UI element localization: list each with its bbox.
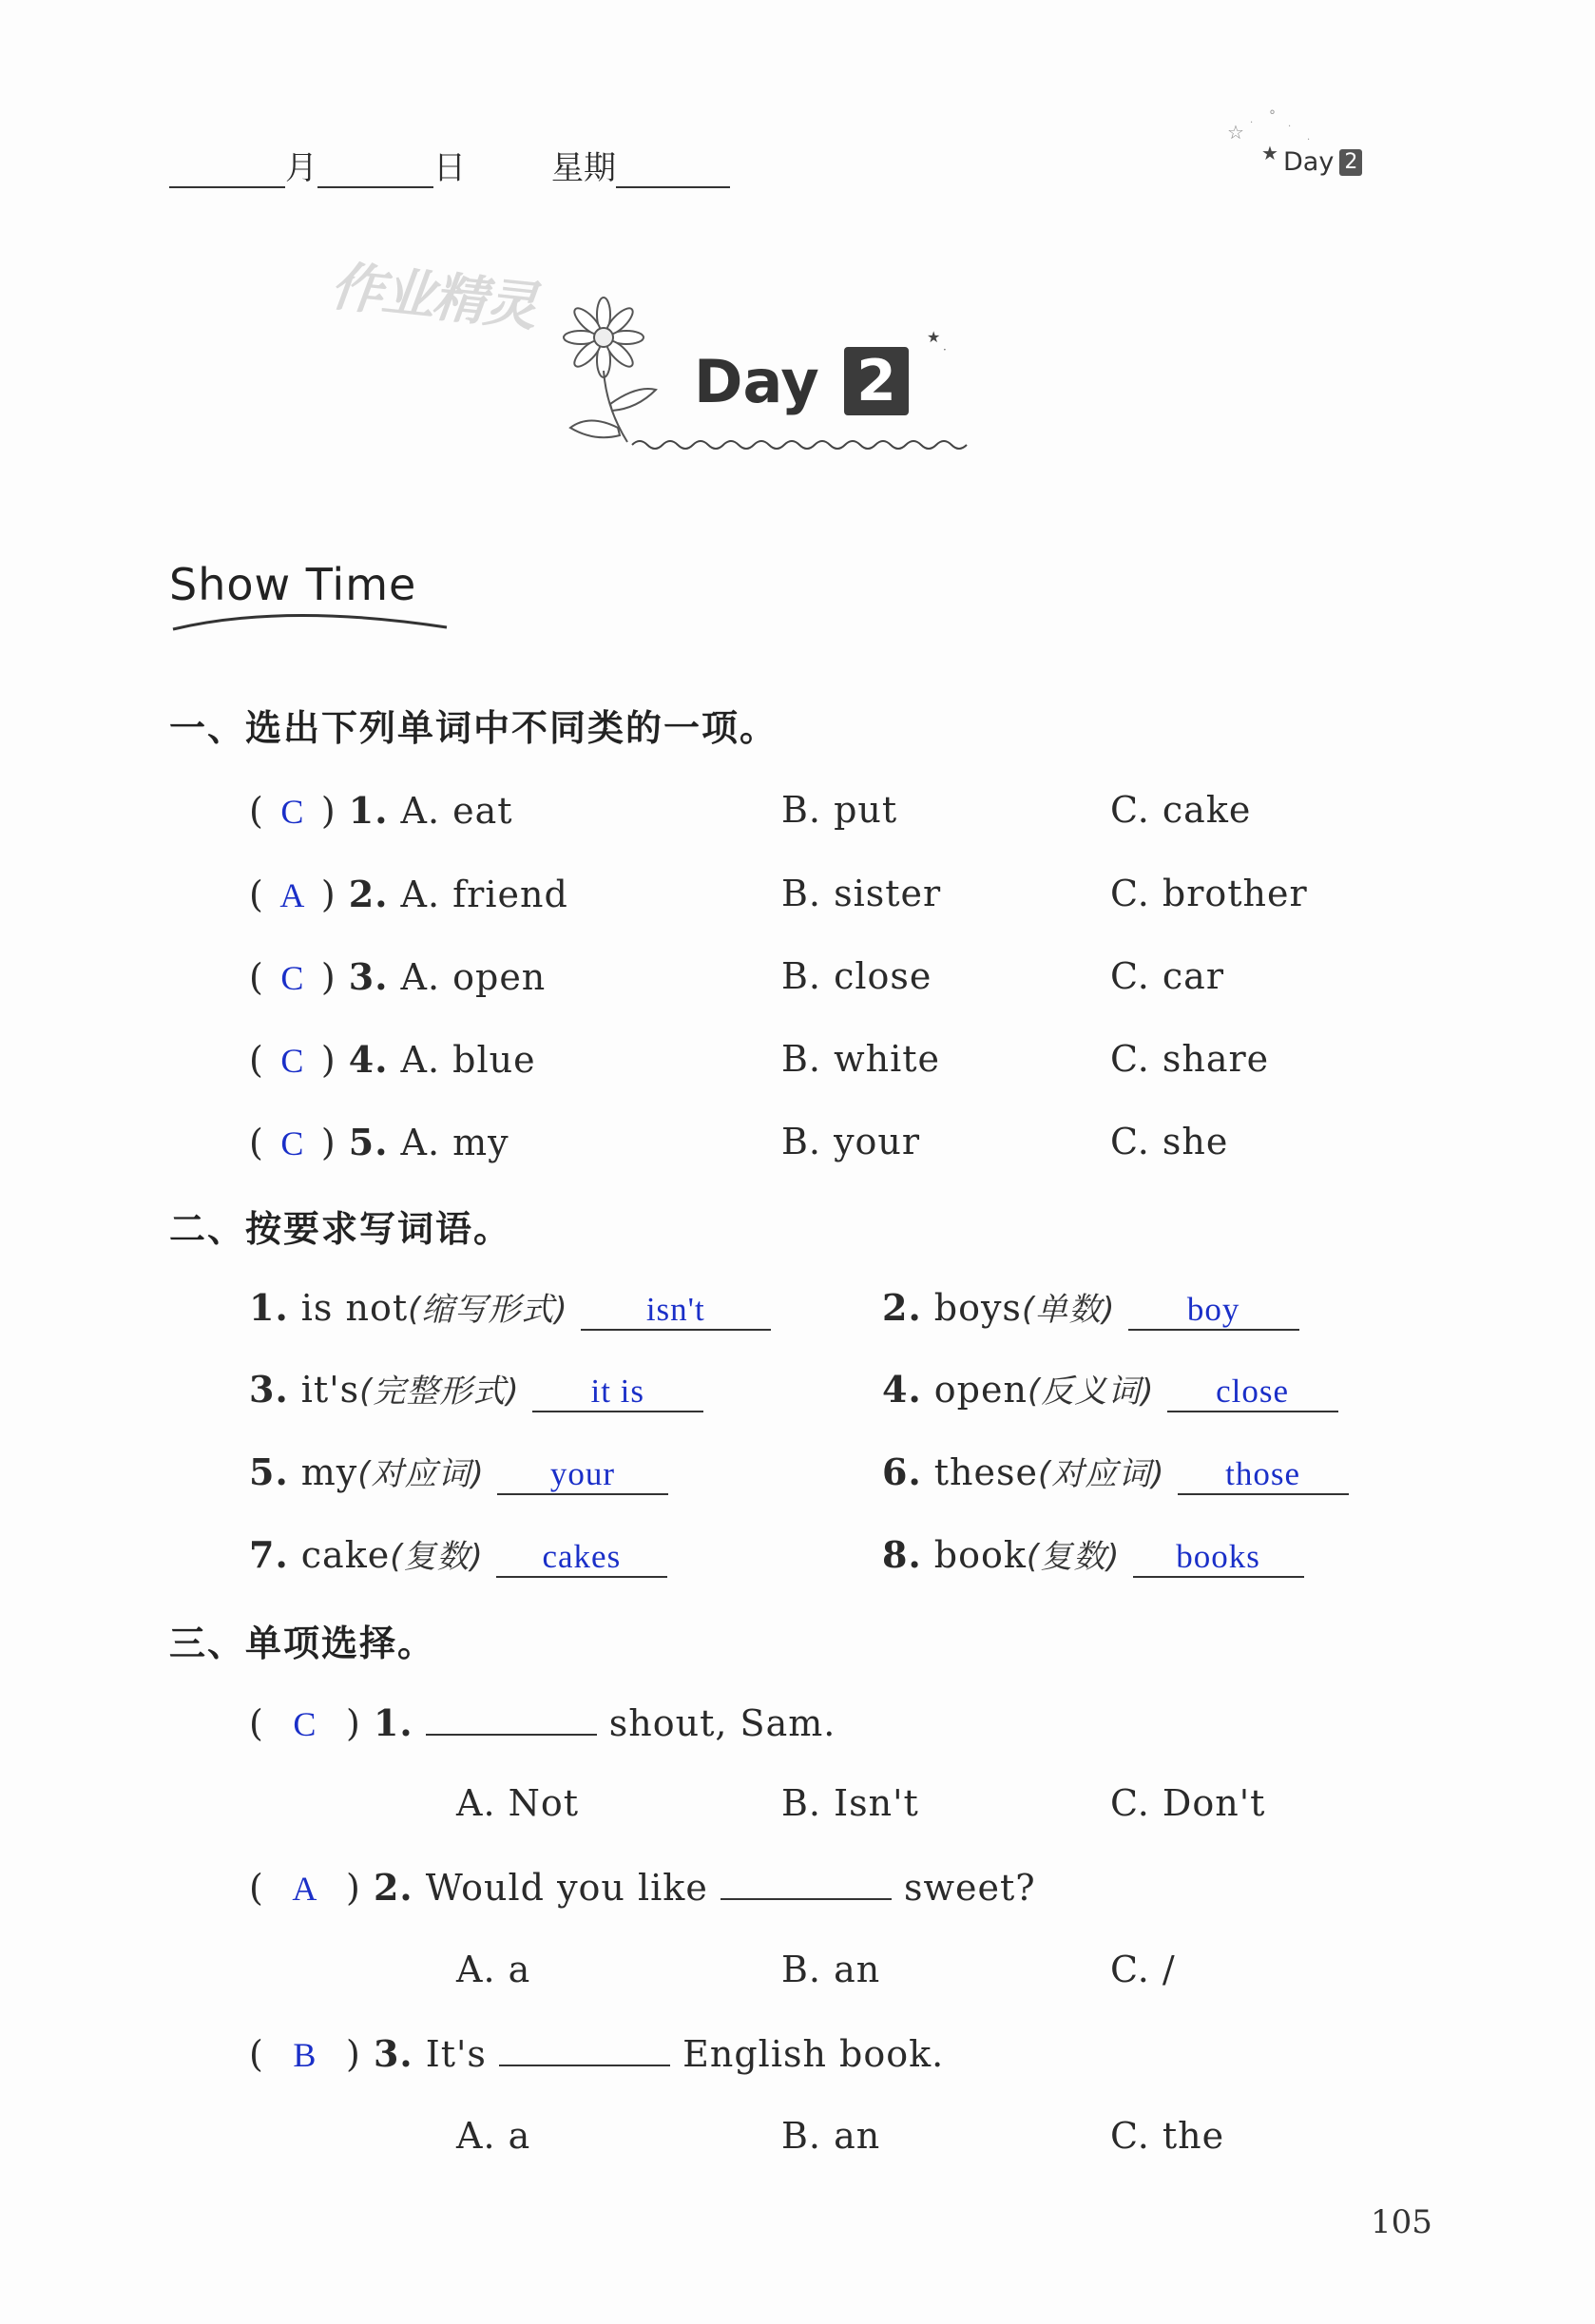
option-a: A. Not — [456, 1782, 579, 1824]
answer-choice[interactable]: C — [280, 1042, 305, 1080]
show-time-heading: Show Time — [169, 559, 417, 610]
weekday-blank[interactable] — [616, 148, 730, 188]
option-c: C. she — [1110, 1121, 1229, 1162]
part1-item-5: ( C ) 5. A. my — [249, 1121, 509, 1163]
part2-title: 二、按要求写词语。 — [169, 1208, 512, 1250]
answer-choice[interactable]: C — [293, 1705, 317, 1743]
option-b: B. close — [781, 955, 932, 997]
weekday-label: 星期 — [551, 149, 616, 187]
part1-item-3: ( C ) 3. A. open — [249, 955, 547, 998]
question-blank — [499, 2065, 670, 2066]
answer-choice[interactable]: A — [279, 876, 306, 914]
part2-item-6: 6. these(对应词) those — [882, 1448, 1349, 1495]
part2-item-5: 5. my(对应词) your — [249, 1448, 668, 1495]
day-blank[interactable] — [317, 148, 433, 188]
part1-item-4: ( C ) 4. A. blue — [249, 1038, 536, 1081]
answer-choice[interactable]: A — [292, 1870, 318, 1908]
option-c: C. the — [1110, 2115, 1225, 2157]
answer-blank[interactable]: cakes — [496, 1538, 667, 1578]
question-blank — [721, 1898, 892, 1900]
part2-item-1: 1. is not(缩写形式) isn't — [249, 1283, 771, 1331]
part2-item-2: 2. boys(单数) boy — [882, 1283, 1299, 1331]
option-a: A. a — [456, 2115, 531, 2157]
answer-blank[interactable]: isn't — [581, 1291, 771, 1331]
svg-text:°: ° — [1269, 108, 1276, 124]
page-number: 105 — [1371, 2203, 1432, 2241]
answer-blank[interactable]: close — [1167, 1373, 1338, 1412]
option-a: A. open — [400, 956, 547, 998]
option-b: B. Isn't — [781, 1782, 919, 1824]
answer-choice[interactable]: B — [293, 2036, 317, 2074]
option-b: B. an — [781, 2115, 881, 2157]
part2-item-8: 8. book(复数) books — [882, 1530, 1304, 1578]
svg-text:·: · — [943, 343, 947, 356]
part3-question-2: ( A ) 2. Would you like sweet? — [249, 1866, 1036, 1909]
option-b: B. your — [781, 1121, 921, 1162]
corner-day-badge — [1283, 147, 1362, 177]
part1-item-2: ( A ) 2. A. friend — [249, 873, 568, 915]
part2-item-3: 3. it's(完整形式) it is — [249, 1365, 703, 1412]
option-a: A. blue — [400, 1039, 536, 1081]
answer-blank[interactable]: books — [1133, 1538, 1304, 1578]
option-c: C. cake — [1110, 789, 1252, 831]
answer-choice[interactable]: C — [280, 793, 305, 831]
answer-blank[interactable]: those — [1178, 1455, 1349, 1495]
part1-item-1: ( C ) 1. A. eat — [249, 789, 513, 832]
date-line — [169, 141, 730, 188]
option-c: C. car — [1110, 955, 1224, 997]
part3-question-1: ( C ) 1. shout, Sam. — [249, 1701, 836, 1744]
svg-text:·: · — [1250, 118, 1254, 128]
option-b: B. put — [781, 789, 898, 831]
part2-item-7: 7. cake(复数) cakes — [249, 1530, 667, 1578]
corner-day-text: Day — [1283, 147, 1335, 177]
svg-text:★: ★ — [927, 328, 941, 346]
corner-day-number: 2 — [1339, 149, 1362, 176]
option-c: C. / — [1110, 1949, 1176, 1990]
part2-item-4: 4. open(反义词) close — [882, 1365, 1338, 1412]
option-b: B. white — [781, 1038, 940, 1080]
option-b: B. an — [781, 1949, 881, 1990]
svg-text:★: ★ — [1261, 142, 1278, 164]
watermark: 作业精灵 — [327, 255, 539, 339]
svg-text:·: · — [1288, 122, 1292, 132]
question-blank — [426, 1734, 597, 1736]
option-a: A. my — [400, 1122, 509, 1163]
part1-title: 一、选出下列单词中不同类的一项。 — [169, 707, 778, 749]
month-label: 月 — [285, 149, 317, 187]
answer-blank[interactable]: it is — [532, 1373, 703, 1412]
option-b: B. sister — [781, 873, 942, 914]
answer-blank[interactable]: your — [497, 1455, 668, 1495]
option-a: A. eat — [400, 790, 513, 832]
day-label: 日 — [433, 149, 466, 187]
answer-choice[interactable]: C — [280, 959, 305, 997]
svg-text:·: · — [1307, 135, 1311, 145]
month-blank[interactable] — [169, 148, 285, 188]
option-c: C. share — [1110, 1038, 1270, 1080]
option-a: A. a — [456, 1949, 531, 1990]
option-c: C. Don't — [1110, 1782, 1266, 1824]
svg-text:☆: ☆ — [1227, 121, 1244, 144]
part3-question-3: ( B ) 3. It's English book. — [249, 2032, 945, 2075]
answer-blank[interactable]: boy — [1128, 1291, 1299, 1331]
option-a: A. friend — [400, 874, 568, 915]
option-c: C. brother — [1110, 873, 1308, 914]
part3-title: 三、单项选择。 — [169, 1623, 436, 1664]
heading-swoosh-icon — [171, 608, 456, 637]
answer-choice[interactable]: C — [280, 1124, 305, 1162]
banner-day-text: Day — [694, 347, 819, 416]
banner-day-number: 2 — [844, 347, 909, 415]
